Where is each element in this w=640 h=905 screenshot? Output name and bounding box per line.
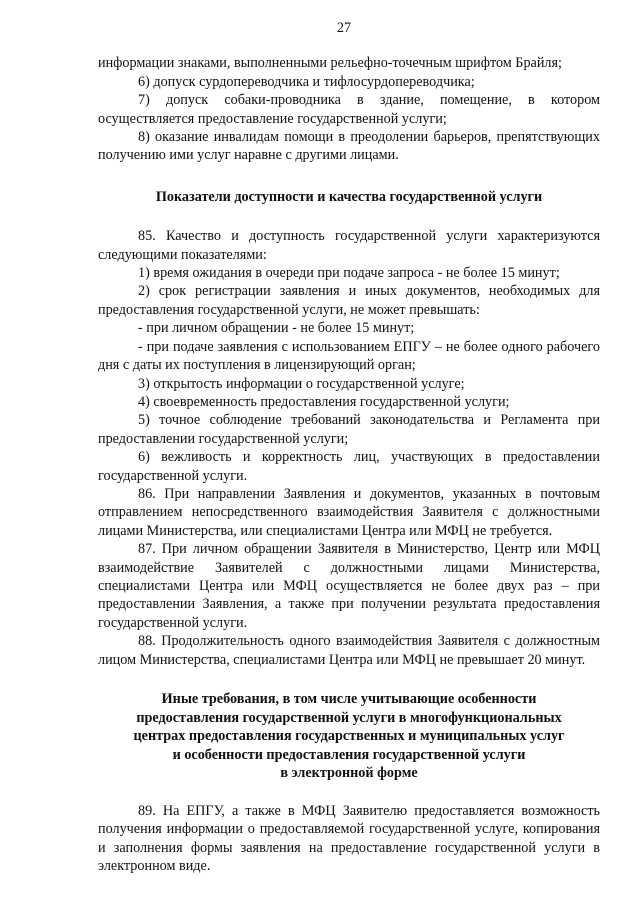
- paragraph-item-7: 7) допуск собаки-проводника в здание, помещение, в котором осуществляется предоставление государственной услуги;: [98, 92, 600, 127]
- paragraph-item-6: 6) допуск сурдопереводчика и тифлосурдопереводчика;: [138, 73, 475, 90]
- paragraph-85-item-5: 5) точное соблюдение требований законодательства и Регламента при предоставлении государственной услуги;: [98, 412, 600, 447]
- paragraph-89: 89. На ЕПГУ, а также в МФЦ Заявителю предоставляется возможность получения информации о предоставляемой государственной услуге, копирования и заполнения формы заявления на предоставление государственной услуги в электронном виде.: [98, 802, 600, 875]
- paragraph-braille: информации знаками, выполненными рельефно-точечным шрифтом Брайля;: [98, 55, 562, 72]
- heading-line-1: Иные требования, в том числе учитывающие особенности: [161, 691, 537, 707]
- paragraph-85: 85. Качество и доступность государственной услуги характеризуются следующими показателями:: [98, 228, 600, 263]
- paragraph-85-item-2: 2) срок регистрации заявления и иных документов, необходимых для предоставления государственной услуги, не может превышать:: [98, 283, 600, 318]
- section-heading-other-requirements: [98, 690, 600, 783]
- paragraph-88: 88. Продолжительность одного взаимодействия Заявителя с должностным лицом Министерства, специалистами Центра или МФЦ не превышает 20 минут.: [98, 633, 600, 668]
- heading-line-2: предоставления государственной услуги в многофункциональных: [136, 709, 562, 726]
- page-number: 27: [336, 20, 352, 36]
- heading-line-4: и особенности предоставления государственной услуги: [172, 746, 526, 763]
- paragraph-85-dash-1: - при личном обращении - не более 15 минут;: [138, 320, 415, 337]
- paragraph-item-8: 8) оказание инвалидам помощи в преодолении барьеров, препятствующих получению ими услуг наравне с другими лицами.: [98, 129, 600, 164]
- paragraph-85-dash-2: - при подаче заявления с использованием ЕПГУ – не более одного рабочего дня с даты их поступления в лицензирующий орган;: [98, 338, 600, 374]
- heading-line-3: центрах предоставления государственных и муниципальных услуг: [133, 728, 565, 745]
- section-heading-accessibility: Показатели доступности и качества государственной услуги: [155, 188, 543, 205]
- paragraph-85-item-6: 6) вежливость и корректность лиц, участвующих в предоставлении государственной услуги.: [98, 449, 600, 484]
- paragraph-86: 86. При направлении Заявления и документов, указанных в почтовым отправлением непосредственного взаимодействия Заявителя с должностными лицами Министерства, или специалистами Центра или МФЦ не требуется.: [98, 485, 600, 539]
- heading-line-5: в электронной форме: [280, 765, 418, 782]
- paragraph-85-item-3: 3) открытость информации о государственной услуге;: [138, 375, 465, 392]
- paragraph-85-item-4: 4) своевременность предоставления государственной услуги;: [138, 393, 510, 410]
- paragraph-87: 87. При личном обращении Заявителя в Министерство, Центр или МФЦ взаимодействие Заявителей с должностными лицами Министерства, специалистами Центра или МФЦ осуществляется не более двух раз – при предоставлении Заявления, а также при получении результата предоставления государственной услуги.: [98, 541, 600, 631]
- paragraph-85-item-1: 1) время ожидания в очереди при подаче запроса - не более 15 минут;: [138, 265, 560, 282]
